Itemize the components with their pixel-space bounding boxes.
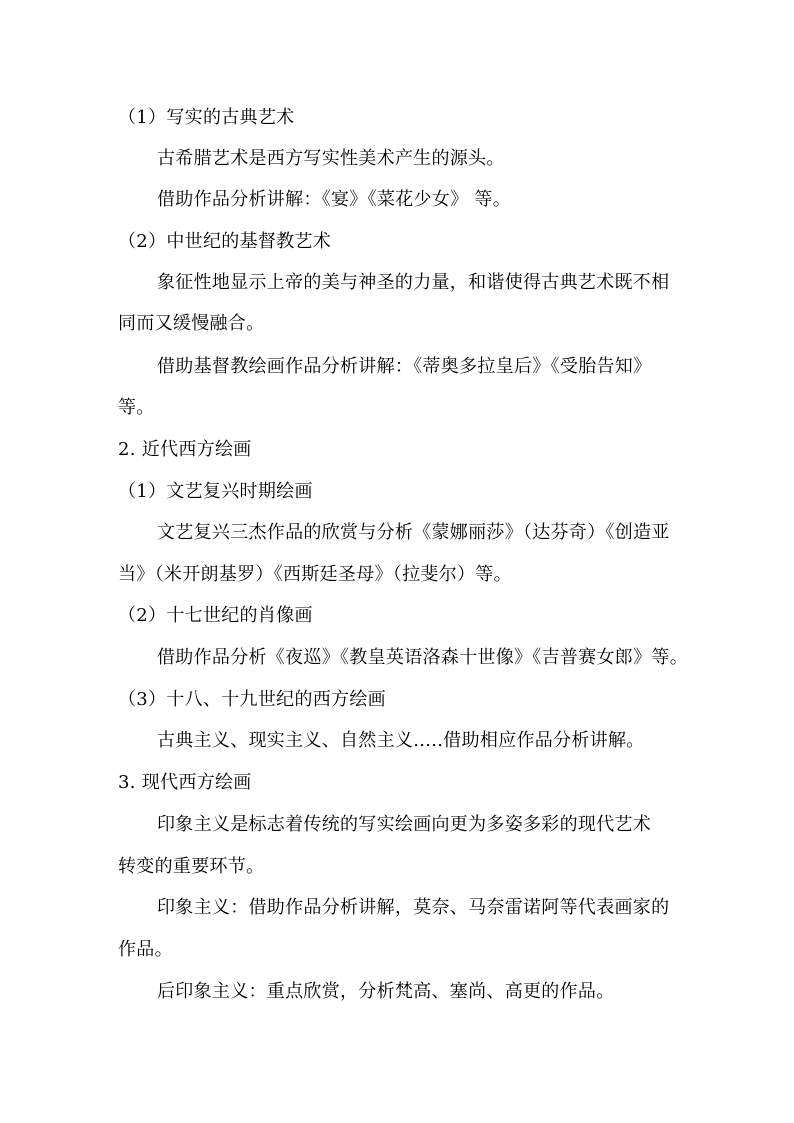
paragraph-medieval-examples-line1: 借助基督教绘画作品分析讲解：《蒂奥多拉皇后》《受胎告知》 xyxy=(157,356,652,377)
subheading-medieval-art: （2）中世纪的基督教艺术 xyxy=(118,231,332,252)
paragraph-post-impressionism: 后印象主义：重点欣赏，分析梵高、塞尚、高更的作品。 xyxy=(157,981,615,1002)
subheading-18th-19th-century: （3）十八、十九世纪的西方绘画 xyxy=(118,689,386,710)
heading-modern-western-painting: 2. 近代西方绘画 xyxy=(118,439,252,460)
paragraph-renaissance-line2: 当》（米开朗基罗）《西斯廷圣母》（拉斐尔）等。 xyxy=(118,564,512,585)
paragraph-medieval-line2: 同而又缓慢融合。 xyxy=(118,313,265,334)
subheading-classical-art: （1）写实的古典艺术 xyxy=(118,107,295,128)
paragraph-impressionism-line2: 转变的重要环节。 xyxy=(118,856,265,877)
paragraph-impressionism-examples-line1: 印象主义：借助作品分析讲解，莫奈、马奈雷诺阿等代表画家的 xyxy=(157,897,670,918)
paragraph-greek-origin: 古希腊艺术是西方写实性美术产生的源头。 xyxy=(157,148,505,169)
paragraph-18th-19th-century: 古典主义、现实主义、自然主义.....借助相应作品分析讲解。 xyxy=(157,730,645,751)
paragraph-medieval-line1: 象征性地显示上帝的美与神圣的力量，和谐使得古典艺术既不相 xyxy=(157,272,670,293)
paragraph-impressionism-examples-line2: 作品。 xyxy=(118,939,173,960)
paragraph-medieval-examples-line2: 等。 xyxy=(118,397,155,418)
subheading-renaissance: （1）文艺复兴时期绘画 xyxy=(118,481,313,502)
paragraph-17th-century-examples: 借助作品分析《夜巡》《教皇英语洛森十世像》《吉普赛女郎》等。 xyxy=(157,647,688,668)
heading-contemporary-western-painting: 3. 现代西方绘画 xyxy=(118,772,252,793)
subheading-17th-century-portrait: （2）十七世纪的肖像画 xyxy=(118,605,313,626)
paragraph-impressionism-line1: 印象主义是标志着传统的写实绘画向更为多姿多彩的现代艺术 xyxy=(157,814,652,835)
paragraph-renaissance-line1: 文艺复兴三杰作品的欣赏与分析《蒙娜丽莎》（达芬奇）《创造亚 xyxy=(157,522,670,543)
paragraph-greek-examples: 借助作品分析讲解：《宴》《菜花少女》 等。 xyxy=(157,189,512,210)
